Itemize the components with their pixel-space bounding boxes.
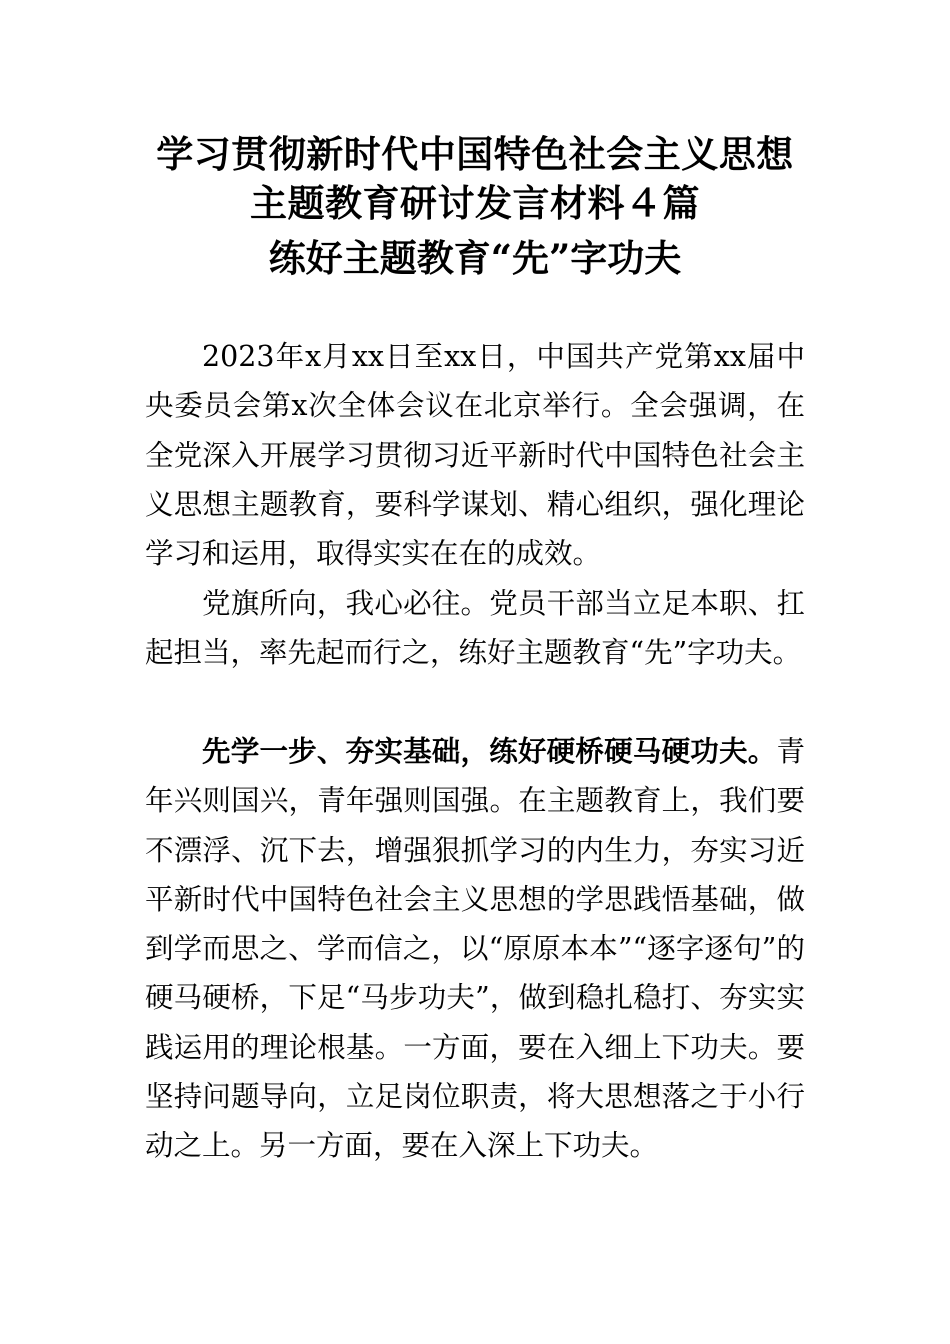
article-subtitle: 练好主题教育“先”字功夫 <box>268 236 682 280</box>
paragraph-2-text: 党旗所向，我心必往。党员干部当立足本职、扛起担当，率先起而行之，练好主题教育“先”字功夫。 <box>145 587 805 670</box>
paragraph-1 <box>145 332 805 578</box>
paragraph-1-text: 2023年x月xx日至xx日，中国共产党第xx届中央委员会第x次全体会议在北京举行。全会强调，在全党深入开展学习贯彻习近平新时代中国特色社会主义思想主题教育，要科学谋划、精心组织，强化理论学习和运用，取得实实在在的成效。 <box>145 340 805 571</box>
document-title-line-1: 学习贯彻新时代中国特色社会主义思想 <box>156 133 794 176</box>
document-title-line-2: 主题教育研讨发言材料４篇 <box>250 182 700 225</box>
paragraph-3-text: 青年兴则国兴，青年强则国强。在主题教育上，我们要不漂浮、沉下去，增强狠抓学习的内生力，夯实习近平新时代中国特色社会主义思想的学思践悟基础，做到学而思之、学而信之，以“原原本本”“逐字逐句”的硬马硬桥，下足“马步功夫”，做到稳扎稳打、夯实实践运用的理论根基。一方面，要在入细上下功夫。要坚持问题导向，立足岗位职责，将大思想落之于小行动之上。另一方面，要在入深上下功夫。 <box>145 735 805 1163</box>
paragraph-3-lead-sentence: 先学一步、夯实基础，练好硬桥硬马硬功夫。 <box>202 735 777 768</box>
paragraph-2 <box>145 579 805 678</box>
paragraph-3 <box>145 727 805 1171</box>
